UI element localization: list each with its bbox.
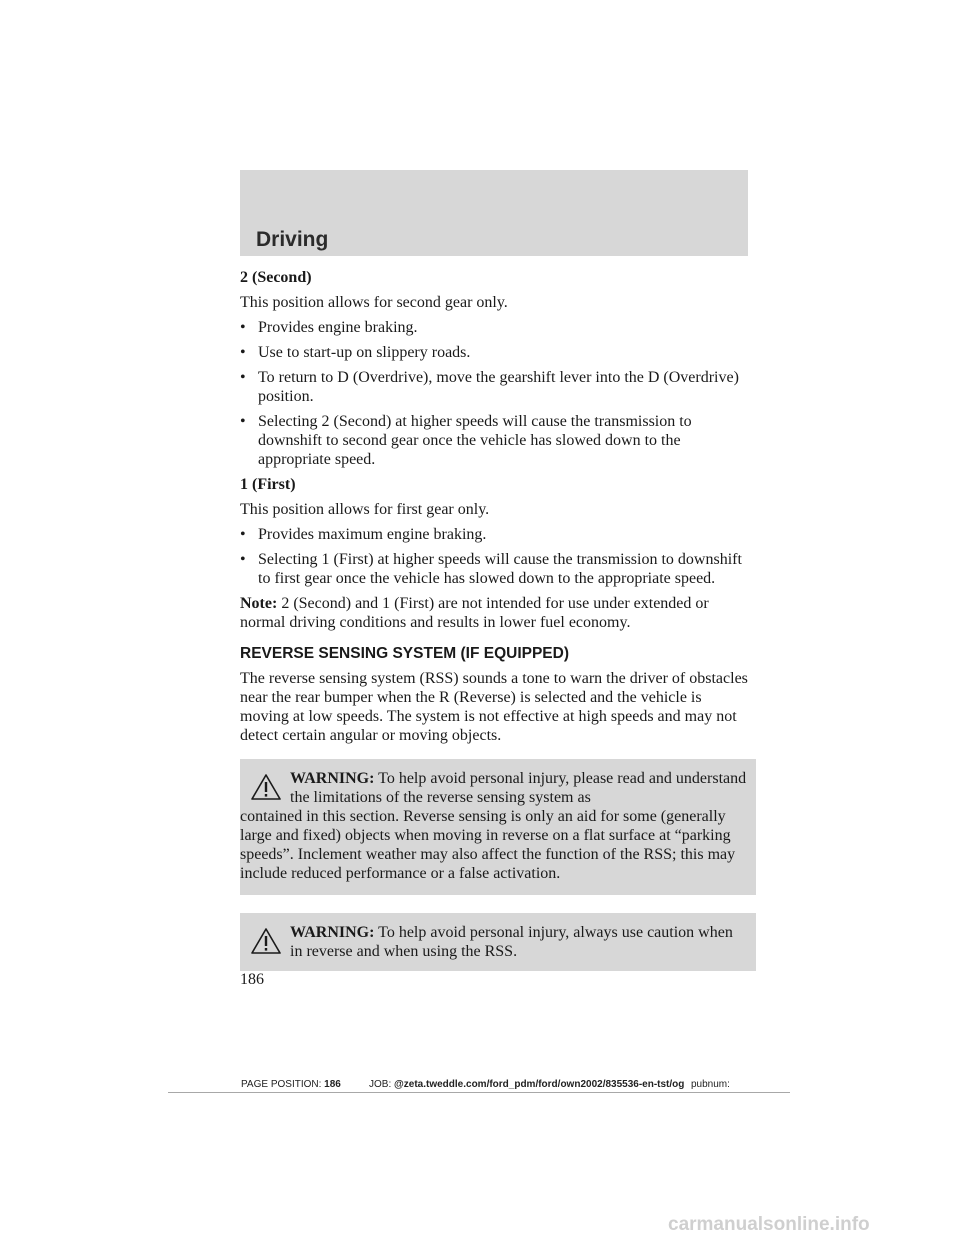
warning-label: WARNING: [290, 770, 375, 787]
footer-job-value: @zeta.tweddle.com/ford_pdm/ford/own2002/835536-en-tst/og [394, 1079, 685, 1090]
rss-heading: REVERSE SENSING SYSTEM (IF EQUIPPED) [240, 645, 570, 662]
list-item-text: Selecting 1 (First) at higher speeds will cause the transmission to downshift to first gear once the vehicle has slowed down to the appropriate speed. [258, 551, 742, 587]
first-gear-intro: This position allows for first gear only. [240, 501, 490, 518]
warning-text-first [240, 769, 748, 807]
bullet-icon: • [240, 319, 246, 336]
warning-text-first [240, 923, 748, 961]
list-item-text: Provides maximum engine braking. [258, 526, 487, 543]
warning-lead-text: To help avoid personal injury, always use caution when in reverse and when using the RSS. [290, 924, 733, 960]
list-item [240, 525, 752, 544]
list-item [240, 343, 752, 362]
section-title: Driving [256, 228, 329, 251]
print-footer [241, 1079, 761, 1090]
footer-pubnum: pubnum: [691, 1079, 730, 1090]
footer-page-position-value: 186 [324, 1079, 341, 1090]
list-item [240, 412, 752, 469]
second-gear-heading: 2 (Second) [240, 269, 312, 286]
section-header-band [240, 170, 748, 256]
warning-box [240, 759, 756, 895]
warning-box [240, 913, 756, 971]
bullet-icon: • [240, 551, 246, 568]
page-number: 186 [240, 971, 264, 988]
warning-triangle-icon [250, 927, 282, 955]
bullet-icon: • [240, 413, 246, 430]
watermark: carmanualsonline.info [668, 1214, 870, 1235]
bullet-icon: • [240, 526, 246, 543]
footer-page-position [241, 1079, 341, 1090]
warning-text-rest: contained in this section. Reverse sensing is only an aid for some (generally large and fixed) objects when moving in reverse on a flat surface at “parking speeds”. Inclement weather may also affect the function of the RSS; this may include reduced performance or a false activation. [240, 808, 736, 882]
footer-job-label: JOB: [369, 1079, 392, 1090]
note-label: Note: [240, 595, 278, 612]
note-paragraph [240, 594, 752, 632]
second-gear-intro: This position allows for second gear only. [240, 294, 508, 311]
warning-triangle-icon [250, 773, 282, 801]
page-content [240, 268, 752, 971]
rss-body: The reverse sensing system (RSS) sounds a tone to warn the driver of obstacles near the rear bumper when the R (Reverse) is selected and the vehicle is moving at low speeds. The system is not effective at high speeds and may not detect certain angular or moving objects. [240, 670, 748, 744]
list-item [240, 318, 752, 337]
warning-lead-text: To help avoid personal injury, please read and understand the limitations of the reverse sensing system as [290, 770, 747, 806]
footer-divider [168, 1092, 790, 1093]
footer-page-position-label: PAGE POSITION: [241, 1079, 322, 1090]
list-item [240, 550, 752, 588]
first-gear-heading: 1 (First) [240, 476, 296, 493]
bullet-icon: • [240, 369, 246, 386]
note-text: 2 (Second) and 1 (First) are not intended for use under extended or normal driving conditions and results in lower fuel economy. [240, 595, 709, 631]
footer-job [369, 1079, 684, 1090]
list-item-text: Selecting 2 (Second) at higher speeds will cause the transmission to downshift to second gear once the vehicle has slowed down to the appropriate speed. [258, 413, 692, 468]
warning-label: WARNING: [290, 924, 375, 941]
list-item-text: To return to D (Overdrive), move the gearshift lever into the D (Overdrive) position. [258, 369, 739, 405]
list-item [240, 368, 752, 406]
list-item-text: Provides engine braking. [258, 319, 418, 336]
bullet-icon: • [240, 344, 246, 361]
list-item-text: Use to start-up on slippery roads. [258, 344, 471, 361]
